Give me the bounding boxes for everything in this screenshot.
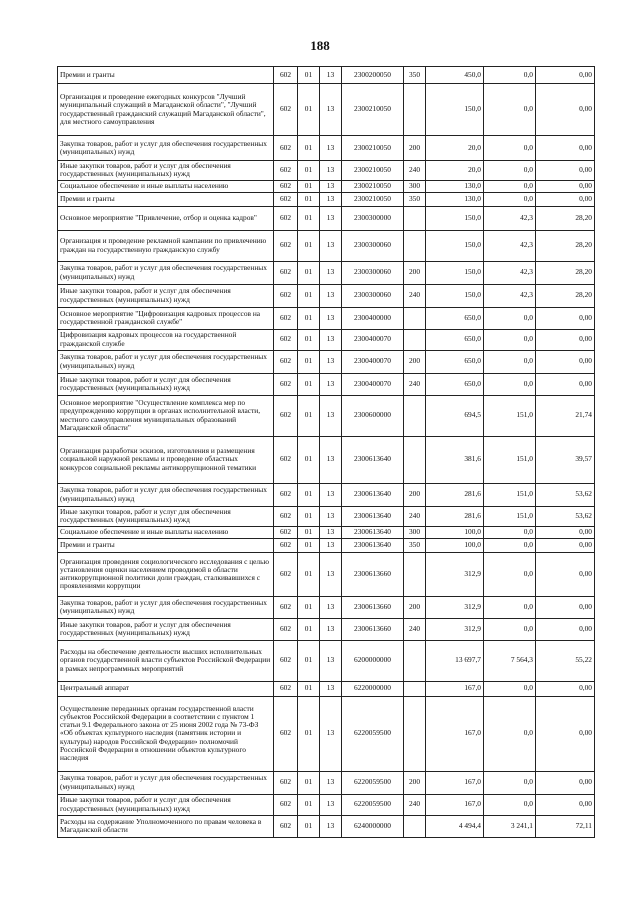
table-row <box>58 618 595 640</box>
expense-name-cell: Организация разработки эскизов, изготовления и размещения социальной наружной рекламы и проведение областных конкурсов социальной рекламы антикоррупционной тематики <box>58 436 274 483</box>
section-code-cell: 01 <box>298 180 320 192</box>
table-row <box>58 180 595 192</box>
expense-name-cell: Иные закупки товаров, работ и услуг для обеспечения государственных (муниципальных) нужд <box>58 284 274 307</box>
section-code-cell: 01 <box>298 206 320 230</box>
planned-amount-cell: 4 494,4 <box>426 815 484 837</box>
expense-name-cell: Центральный аппарат <box>58 681 274 696</box>
expense-type-cell: 200 <box>404 350 426 373</box>
subsection-code-cell: 13 <box>320 681 342 696</box>
target-article-cell: 2300613640 <box>342 538 404 552</box>
page-number: 188 <box>310 38 330 53</box>
target-article-cell: 2300600000 <box>342 395 404 436</box>
expense-name-cell: Премии и гранты <box>58 67 274 84</box>
target-article-cell: 2300613640 <box>342 436 404 483</box>
target-article-cell: 2300400070 <box>342 350 404 373</box>
table-row <box>58 395 595 436</box>
section-code-cell: 01 <box>298 373 320 395</box>
ministry-code-cell: 602 <box>274 329 298 350</box>
execution-percent-cell: 0,00 <box>536 538 595 552</box>
table-row <box>58 230 595 261</box>
section-code-cell: 01 <box>298 526 320 538</box>
expense-name-cell: Организация и проведение ежегодных конкурсов "Лучший муниципальный служащий в Магаданской области", "Лучший государственный гражданский служащий Магаданской области", для местного самоуправления <box>58 84 274 136</box>
subsection-code-cell: 13 <box>320 329 342 350</box>
ministry-code-cell: 602 <box>274 307 298 329</box>
executed-amount-cell: 151,0 <box>484 436 536 483</box>
ministry-code-cell: 602 <box>274 506 298 526</box>
section-code-cell: 01 <box>298 136 320 161</box>
expense-name-cell: Основное мероприятие "Привлечение, отбор и оценка кадров" <box>58 206 274 230</box>
planned-amount-cell: 167,0 <box>426 794 484 815</box>
subsection-code-cell: 13 <box>320 640 342 681</box>
planned-amount-cell: 167,0 <box>426 681 484 696</box>
executed-amount-cell: 0,0 <box>484 307 536 329</box>
subsection-code-cell: 13 <box>320 161 342 181</box>
executed-amount-cell: 42,3 <box>484 206 536 230</box>
execution-percent-cell: 0,00 <box>536 136 595 161</box>
expense-name-cell: Закупка товаров, работ и услуг для обеспечения государственных (муниципальных) нужд <box>58 596 274 618</box>
expense-type-cell: 240 <box>404 506 426 526</box>
expense-type-cell <box>404 552 426 596</box>
execution-percent-cell: 0,00 <box>536 192 595 206</box>
table-row <box>58 681 595 696</box>
section-code-cell: 01 <box>298 350 320 373</box>
subsection-code-cell: 13 <box>320 284 342 307</box>
section-code-cell: 01 <box>298 596 320 618</box>
execution-percent-cell: 0,00 <box>536 84 595 136</box>
executed-amount-cell: 0,0 <box>484 67 536 84</box>
subsection-code-cell: 13 <box>320 815 342 837</box>
subsection-code-cell: 13 <box>320 696 342 771</box>
ministry-code-cell: 602 <box>274 192 298 206</box>
planned-amount-cell: 450,0 <box>426 67 484 84</box>
expense-type-cell <box>404 307 426 329</box>
subsection-code-cell: 13 <box>320 307 342 329</box>
execution-percent-cell: 0,00 <box>536 180 595 192</box>
executed-amount-cell: 0,0 <box>484 329 536 350</box>
planned-amount-cell: 381,6 <box>426 436 484 483</box>
ministry-code-cell: 602 <box>274 84 298 136</box>
ministry-code-cell: 602 <box>274 161 298 181</box>
planned-amount-cell: 100,0 <box>426 538 484 552</box>
ministry-code-cell: 602 <box>274 640 298 681</box>
expense-type-cell: 200 <box>404 771 426 794</box>
ministry-code-cell: 602 <box>274 136 298 161</box>
subsection-code-cell: 13 <box>320 506 342 526</box>
table-row <box>58 261 595 284</box>
ministry-code-cell: 602 <box>274 552 298 596</box>
section-code-cell: 01 <box>298 230 320 261</box>
expense-type-cell: 350 <box>404 538 426 552</box>
subsection-code-cell: 13 <box>320 526 342 538</box>
planned-amount-cell: 100,0 <box>426 526 484 538</box>
section-code-cell: 01 <box>298 284 320 307</box>
execution-percent-cell: 0,00 <box>536 596 595 618</box>
subsection-code-cell: 13 <box>320 67 342 84</box>
target-article-cell: 2300210050 <box>342 180 404 192</box>
table-row <box>58 373 595 395</box>
table-row <box>58 552 595 596</box>
expense-name-cell: Премии и гранты <box>58 538 274 552</box>
execution-percent-cell: 0,00 <box>536 373 595 395</box>
expense-name-cell: Премии и гранты <box>58 192 274 206</box>
execution-percent-cell: 0,00 <box>536 350 595 373</box>
expense-type-cell: 240 <box>404 794 426 815</box>
section-code-cell: 01 <box>298 483 320 506</box>
section-code-cell: 01 <box>298 506 320 526</box>
expense-name-cell: Социальное обеспечение и иные выплаты населению <box>58 526 274 538</box>
table-row <box>58 161 595 181</box>
subsection-code-cell: 13 <box>320 84 342 136</box>
execution-percent-cell: 39,57 <box>536 436 595 483</box>
planned-amount-cell: 150,0 <box>426 206 484 230</box>
expense-type-cell <box>404 84 426 136</box>
planned-amount-cell: 650,0 <box>426 329 484 350</box>
expense-name-cell: Закупка товаров, работ и услуг для обеспечения государственных (муниципальных) нужд <box>58 350 274 373</box>
planned-amount-cell: 130,0 <box>426 192 484 206</box>
planned-amount-cell: 20,0 <box>426 161 484 181</box>
section-code-cell: 01 <box>298 84 320 136</box>
budget-table <box>57 66 595 838</box>
table-row <box>58 284 595 307</box>
planned-amount-cell: 694,5 <box>426 395 484 436</box>
ministry-code-cell: 602 <box>274 180 298 192</box>
expense-type-cell: 200 <box>404 596 426 618</box>
executed-amount-cell: 3 241,1 <box>484 815 536 837</box>
executed-amount-cell: 42,3 <box>484 261 536 284</box>
expense-type-cell <box>404 640 426 681</box>
execution-percent-cell: 28,20 <box>536 261 595 284</box>
table-row <box>58 436 595 483</box>
target-article-cell: 2300613660 <box>342 618 404 640</box>
subsection-code-cell: 13 <box>320 230 342 261</box>
table-row <box>58 206 595 230</box>
table-row <box>58 307 595 329</box>
expense-name-cell: Организация проведения социологического исследования с целью установления оценки населением проводимой в области антикоррупционной политики доли граждан, сталкивавшихся с проявлениями коррупции <box>58 552 274 596</box>
execution-percent-cell: 72,11 <box>536 815 595 837</box>
executed-amount-cell: 0,0 <box>484 180 536 192</box>
subsection-code-cell: 13 <box>320 395 342 436</box>
executed-amount-cell: 0,0 <box>484 552 536 596</box>
planned-amount-cell: 650,0 <box>426 350 484 373</box>
subsection-code-cell: 13 <box>320 192 342 206</box>
expense-type-cell <box>404 329 426 350</box>
ministry-code-cell: 602 <box>274 696 298 771</box>
subsection-code-cell: 13 <box>320 136 342 161</box>
expense-name-cell: Цифровизация кадровых процессов на государственной гражданской службе <box>58 329 274 350</box>
expense-name-cell: Иные закупки товаров, работ и услуг для обеспечения государственных (муниципальных) нужд <box>58 794 274 815</box>
expense-name-cell: Закупка товаров, работ и услуг для обеспечения государственных (муниципальных) нужд <box>58 261 274 284</box>
executed-amount-cell: 0,0 <box>484 84 536 136</box>
section-code-cell: 01 <box>298 192 320 206</box>
execution-percent-cell: 0,00 <box>536 329 595 350</box>
section-code-cell: 01 <box>298 395 320 436</box>
section-code-cell: 01 <box>298 815 320 837</box>
expense-name-cell: Иные закупки товаров, работ и услуг для обеспечения государственных (муниципальных) нужд <box>58 618 274 640</box>
target-article-cell: 2300400000 <box>342 307 404 329</box>
ministry-code-cell: 602 <box>274 526 298 538</box>
budget-table-body <box>58 67 595 838</box>
table-row <box>58 483 595 506</box>
expense-name-cell: Закупка товаров, работ и услуг для обеспечения государственных (муниципальных) нужд <box>58 483 274 506</box>
execution-percent-cell: 0,00 <box>536 696 595 771</box>
expense-name-cell: Расходы на содержание Уполномоченного по правам человека в Магаданской области <box>58 815 274 837</box>
table-row <box>58 815 595 837</box>
planned-amount-cell: 130,0 <box>426 180 484 192</box>
target-article-cell: 6220000000 <box>342 681 404 696</box>
section-code-cell: 01 <box>298 640 320 681</box>
expense-name-cell: Основное мероприятие "Цифровизация кадровых процессов на государственной гражданской службе" <box>58 307 274 329</box>
executed-amount-cell: 151,0 <box>484 506 536 526</box>
expense-type-cell: 200 <box>404 136 426 161</box>
executed-amount-cell: 0,0 <box>484 526 536 538</box>
expense-type-cell: 350 <box>404 192 426 206</box>
planned-amount-cell: 650,0 <box>426 307 484 329</box>
target-article-cell: 2300210050 <box>342 84 404 136</box>
planned-amount-cell: 150,0 <box>426 84 484 136</box>
target-article-cell: 2300210050 <box>342 161 404 181</box>
expense-type-cell <box>404 815 426 837</box>
execution-percent-cell: 0,00 <box>536 771 595 794</box>
target-article-cell: 2300200050 <box>342 67 404 84</box>
target-article-cell: 2300613640 <box>342 483 404 506</box>
expense-type-cell: 350 <box>404 67 426 84</box>
execution-percent-cell: 55,22 <box>536 640 595 681</box>
execution-percent-cell: 53,62 <box>536 483 595 506</box>
subsection-code-cell: 13 <box>320 180 342 192</box>
section-code-cell: 01 <box>298 67 320 84</box>
target-article-cell: 2300400070 <box>342 373 404 395</box>
executed-amount-cell: 0,0 <box>484 696 536 771</box>
expense-type-cell <box>404 206 426 230</box>
executed-amount-cell: 42,3 <box>484 230 536 261</box>
table-row <box>58 350 595 373</box>
table-row <box>58 192 595 206</box>
planned-amount-cell: 312,9 <box>426 618 484 640</box>
section-code-cell: 01 <box>298 307 320 329</box>
planned-amount-cell: 167,0 <box>426 696 484 771</box>
ministry-code-cell: 602 <box>274 373 298 395</box>
planned-amount-cell: 650,0 <box>426 373 484 395</box>
execution-percent-cell: 0,00 <box>536 618 595 640</box>
executed-amount-cell: 0,0 <box>484 794 536 815</box>
subsection-code-cell: 13 <box>320 261 342 284</box>
ministry-code-cell: 602 <box>274 206 298 230</box>
target-article-cell: 2300210050 <box>342 192 404 206</box>
executed-amount-cell: 0,0 <box>484 350 536 373</box>
section-code-cell: 01 <box>298 436 320 483</box>
target-article-cell: 6220059500 <box>342 771 404 794</box>
expense-name-cell: Закупка товаров, работ и услуг для обеспечения государственных (муниципальных) нужд <box>58 771 274 794</box>
subsection-code-cell: 13 <box>320 794 342 815</box>
table-row <box>58 136 595 161</box>
planned-amount-cell: 20,0 <box>426 136 484 161</box>
execution-percent-cell: 0,00 <box>536 794 595 815</box>
executed-amount-cell: 0,0 <box>484 771 536 794</box>
subsection-code-cell: 13 <box>320 350 342 373</box>
target-article-cell: 6220059500 <box>342 794 404 815</box>
planned-amount-cell: 150,0 <box>426 284 484 307</box>
execution-percent-cell: 0,00 <box>536 161 595 181</box>
execution-percent-cell: 28,20 <box>536 230 595 261</box>
execution-percent-cell: 0,00 <box>536 552 595 596</box>
expense-type-cell: 200 <box>404 261 426 284</box>
expense-type-cell: 240 <box>404 618 426 640</box>
section-code-cell: 01 <box>298 329 320 350</box>
planned-amount-cell: 13 697,7 <box>426 640 484 681</box>
planned-amount-cell: 167,0 <box>426 771 484 794</box>
expense-name-cell: Иные закупки товаров, работ и услуг для обеспечения государственных (муниципальных) нужд <box>58 373 274 395</box>
expense-type-cell <box>404 395 426 436</box>
ministry-code-cell: 602 <box>274 230 298 261</box>
section-code-cell: 01 <box>298 538 320 552</box>
expense-name-cell: Закупка товаров, работ и услуг для обеспечения государственных (муниципальных) нужд <box>58 136 274 161</box>
table-row <box>58 506 595 526</box>
executed-amount-cell: 0,0 <box>484 596 536 618</box>
section-code-cell: 01 <box>298 771 320 794</box>
planned-amount-cell: 281,6 <box>426 506 484 526</box>
subsection-code-cell: 13 <box>320 771 342 794</box>
expense-name-cell: Расходы на обеспечение деятельности высших исполнительных органов государственной власти субъектов Российской Федерации в рамках непрограммных мероприятий <box>58 640 274 681</box>
executed-amount-cell: 0,0 <box>484 681 536 696</box>
executed-amount-cell: 0,0 <box>484 373 536 395</box>
execution-percent-cell: 0,00 <box>536 526 595 538</box>
target-article-cell: 6220059500 <box>342 696 404 771</box>
target-article-cell: 2300613660 <box>342 596 404 618</box>
table-row <box>58 329 595 350</box>
target-article-cell: 2300613660 <box>342 552 404 596</box>
target-article-cell: 2300613640 <box>342 506 404 526</box>
expense-type-cell: 300 <box>404 180 426 192</box>
section-code-cell: 01 <box>298 681 320 696</box>
execution-percent-cell: 0,00 <box>536 307 595 329</box>
ministry-code-cell: 602 <box>274 794 298 815</box>
ministry-code-cell: 602 <box>274 815 298 837</box>
expense-name-cell: Иные закупки товаров, работ и услуг для обеспечения государственных (муниципальных) нужд <box>58 161 274 181</box>
ministry-code-cell: 602 <box>274 596 298 618</box>
executed-amount-cell: 0,0 <box>484 618 536 640</box>
section-code-cell: 01 <box>298 618 320 640</box>
expense-type-cell <box>404 230 426 261</box>
target-article-cell: 2300400070 <box>342 329 404 350</box>
subsection-code-cell: 13 <box>320 483 342 506</box>
table-row <box>58 67 595 84</box>
expense-type-cell: 200 <box>404 483 426 506</box>
expense-type-cell <box>404 696 426 771</box>
execution-percent-cell: 21,74 <box>536 395 595 436</box>
section-code-cell: 01 <box>298 552 320 596</box>
ministry-code-cell: 602 <box>274 771 298 794</box>
ministry-code-cell: 602 <box>274 261 298 284</box>
target-article-cell: 2300300000 <box>342 206 404 230</box>
subsection-code-cell: 13 <box>320 618 342 640</box>
table-row <box>58 794 595 815</box>
table-row <box>58 771 595 794</box>
planned-amount-cell: 281,6 <box>426 483 484 506</box>
subsection-code-cell: 13 <box>320 538 342 552</box>
planned-amount-cell: 312,9 <box>426 596 484 618</box>
target-article-cell: 2300300060 <box>342 261 404 284</box>
execution-percent-cell: 53,62 <box>536 506 595 526</box>
target-article-cell: 2300613640 <box>342 526 404 538</box>
execution-percent-cell: 0,00 <box>536 67 595 84</box>
execution-percent-cell: 28,20 <box>536 284 595 307</box>
subsection-code-cell: 13 <box>320 206 342 230</box>
table-row <box>58 696 595 771</box>
expense-name-cell: Основное мероприятие "Осуществление комплекса мер по предупреждению коррупции в органах исполнительной власти, местного самоуправления муниципальных образований Магаданской области" <box>58 395 274 436</box>
execution-percent-cell: 0,00 <box>536 681 595 696</box>
expense-name-cell: Организация и проведение рекламной кампании по привлечению граждан на государственную гражданскую службу <box>58 230 274 261</box>
target-article-cell: 2300300060 <box>342 284 404 307</box>
expense-type-cell: 240 <box>404 373 426 395</box>
section-code-cell: 01 <box>298 261 320 284</box>
expense-type-cell <box>404 436 426 483</box>
table-row <box>58 538 595 552</box>
table-row <box>58 526 595 538</box>
section-code-cell: 01 <box>298 161 320 181</box>
expense-type-cell <box>404 681 426 696</box>
executed-amount-cell: 151,0 <box>484 395 536 436</box>
table-row <box>58 640 595 681</box>
executed-amount-cell: 0,0 <box>484 538 536 552</box>
target-article-cell: 6200000000 <box>342 640 404 681</box>
expense-name-cell: Осуществление переданных органам государственной власти субъектов Российской Федерации в соответствии с пунктом 1 статьи 9.1 Федерального закона от 25 июня 2002 года № 73-ФЗ «Об объектах культурного наследия (памятник истории и культуры) народов Российской Федерации» полномочий Российской Федерации в отношении объектов культурного наследия <box>58 696 274 771</box>
executed-amount-cell: 0,0 <box>484 136 536 161</box>
ministry-code-cell: 602 <box>274 350 298 373</box>
ministry-code-cell: 602 <box>274 436 298 483</box>
expense-name-cell: Социальное обеспечение и иные выплаты населению <box>58 180 274 192</box>
expense-type-cell: 240 <box>404 284 426 307</box>
planned-amount-cell: 150,0 <box>426 261 484 284</box>
executed-amount-cell: 0,0 <box>484 161 536 181</box>
subsection-code-cell: 13 <box>320 596 342 618</box>
ministry-code-cell: 602 <box>274 483 298 506</box>
target-article-cell: 2300300060 <box>342 230 404 261</box>
expense-name-cell: Иные закупки товаров, работ и услуг для обеспечения государственных (муниципальных) нужд <box>58 506 274 526</box>
execution-percent-cell: 28,20 <box>536 206 595 230</box>
ministry-code-cell: 602 <box>274 67 298 84</box>
section-code-cell: 01 <box>298 696 320 771</box>
section-code-cell: 01 <box>298 794 320 815</box>
subsection-code-cell: 13 <box>320 373 342 395</box>
target-article-cell: 6240000000 <box>342 815 404 837</box>
planned-amount-cell: 150,0 <box>426 230 484 261</box>
table-row <box>58 84 595 136</box>
ministry-code-cell: 602 <box>274 618 298 640</box>
executed-amount-cell: 42,3 <box>484 284 536 307</box>
ministry-code-cell: 602 <box>274 395 298 436</box>
expense-type-cell: 240 <box>404 161 426 181</box>
executed-amount-cell: 151,0 <box>484 483 536 506</box>
expense-type-cell: 300 <box>404 526 426 538</box>
subsection-code-cell: 13 <box>320 436 342 483</box>
ministry-code-cell: 602 <box>274 284 298 307</box>
subsection-code-cell: 13 <box>320 552 342 596</box>
executed-amount-cell: 7 564,3 <box>484 640 536 681</box>
ministry-code-cell: 602 <box>274 681 298 696</box>
executed-amount-cell: 0,0 <box>484 192 536 206</box>
ministry-code-cell: 602 <box>274 538 298 552</box>
target-article-cell: 2300210050 <box>342 136 404 161</box>
planned-amount-cell: 312,9 <box>426 552 484 596</box>
table-row <box>58 596 595 618</box>
